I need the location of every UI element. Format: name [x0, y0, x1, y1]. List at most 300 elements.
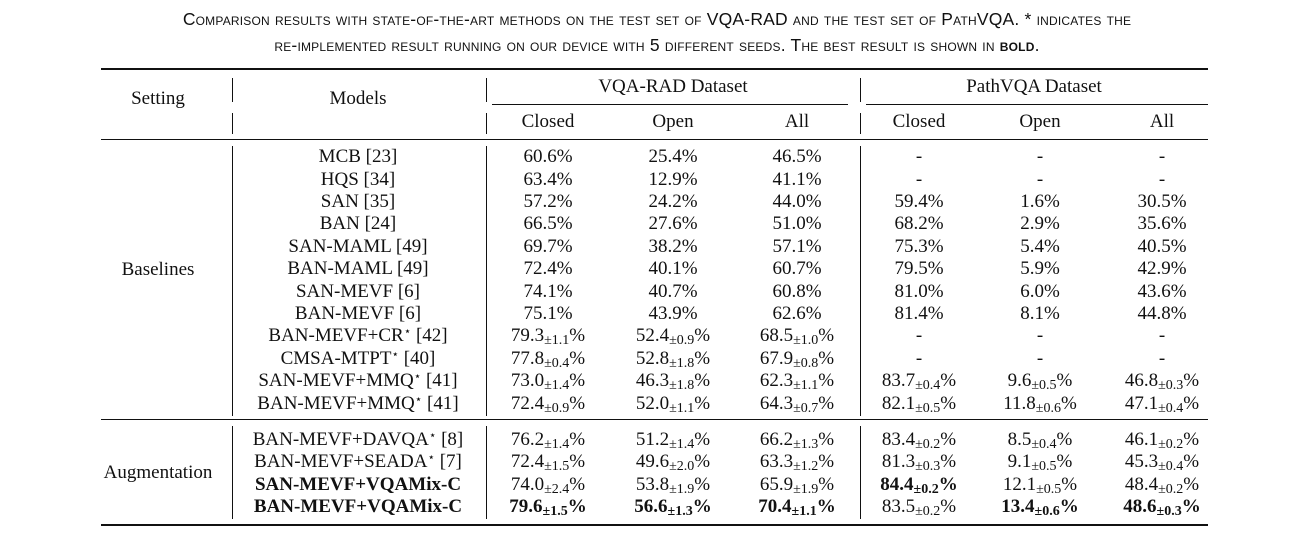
cell-unit: % — [818, 474, 835, 495]
table-cell — [1008, 451, 1073, 475]
table-cell — [1123, 496, 1200, 520]
cell-unit: % — [681, 191, 698, 212]
vline-setting-aug — [232, 426, 233, 519]
cell-value: 53.8 — [635, 474, 670, 495]
cell-std: ±0.2 — [1158, 482, 1184, 497]
table-cell — [1020, 258, 1060, 280]
cell-unit: % — [569, 325, 586, 346]
table-cell — [758, 496, 835, 520]
cell-value: 13.4 — [1001, 496, 1035, 517]
cell-std: ±1.8 — [669, 378, 695, 393]
table-cell — [1125, 474, 1199, 498]
cell-std: ±0.7 — [793, 401, 819, 416]
cell-value: 9.6 — [1007, 370, 1032, 391]
cell-value: 12.1 — [1002, 474, 1037, 495]
cell-value: 27.6 — [648, 213, 682, 234]
model-name — [287, 258, 428, 280]
table-cell — [648, 303, 697, 325]
cell-value: 66.2 — [759, 429, 794, 450]
cell-unit: % — [818, 325, 835, 346]
cell-std: ±0.9 — [669, 333, 695, 348]
cell-value: 63.3 — [759, 451, 794, 472]
cell-unit: % — [816, 496, 836, 517]
cell-unit: % — [1170, 258, 1187, 279]
cell-unit: % — [940, 393, 957, 414]
cell-value: 69.7 — [523, 236, 557, 257]
cell-std: ±0.3 — [1158, 378, 1184, 393]
cell-value: 83.4 — [881, 429, 916, 450]
cell-unit: % — [940, 370, 957, 391]
cell-unit: % — [1170, 303, 1187, 324]
table-cell — [648, 213, 697, 235]
cell-std: ±1.1 — [793, 378, 819, 393]
cell-value: - — [915, 325, 923, 346]
table-cell — [772, 303, 821, 325]
model-label: BAN-MEVF+MMQ — [257, 393, 415, 414]
cell-value: 79.6 — [509, 496, 543, 517]
top-rule — [101, 68, 1208, 70]
table-cell — [772, 191, 821, 213]
header-open: Open — [652, 111, 694, 132]
cell-std: ±1.3 — [667, 504, 693, 519]
cell-std: ±1.1 — [669, 401, 695, 416]
cell-std: ±0.4 — [1158, 401, 1184, 416]
cell-std: ±2.0 — [669, 459, 695, 474]
cell-std: ±2.4 — [544, 482, 570, 497]
cell-unit: % — [927, 281, 944, 302]
table-cell — [648, 169, 697, 191]
cell-std: ±0.5 — [1036, 482, 1062, 497]
cell-value: 40.5 — [1137, 236, 1171, 257]
cell-std: ±1.5 — [544, 459, 570, 474]
cell-std: ±0.2 — [915, 437, 941, 452]
reimplemented-star: ⋆ — [413, 369, 422, 383]
cell-value: 77.8 — [510, 348, 545, 369]
cell-std: ±0.3 — [1156, 504, 1182, 519]
cell-unit: % — [569, 451, 586, 472]
cell-value: 56.6 — [634, 496, 668, 517]
cell-std: ±1.4 — [544, 378, 570, 393]
cell-value: - — [915, 146, 923, 167]
table-cell — [760, 429, 834, 453]
cell-unit: % — [1183, 451, 1200, 472]
cell-unit: % — [818, 429, 835, 450]
cell-std: ±0.9 — [544, 401, 570, 416]
cell-unit: % — [694, 429, 711, 450]
model-label: BAN-MEVF+SEADA — [254, 451, 428, 472]
cell-unit: % — [938, 474, 958, 495]
cell-value: 9.1 — [1007, 451, 1032, 472]
cell-value: 67.9 — [759, 348, 794, 369]
table-cell — [1020, 303, 1060, 325]
table-cell — [1125, 451, 1199, 475]
header-pathvqa-dataset: PathVQA Dataset — [966, 76, 1102, 97]
table-cell — [760, 393, 834, 417]
cell-std: ±1.4 — [544, 437, 570, 452]
vline-models-aug — [486, 426, 487, 519]
table-cell — [511, 393, 585, 417]
cell-value: - — [1036, 348, 1044, 369]
cell-value: - — [915, 169, 923, 190]
table-cell — [760, 370, 834, 394]
cell-value: 60.8 — [772, 281, 806, 302]
cell-value: 46.1 — [1124, 429, 1159, 450]
reimplemented-star: ⋆ — [403, 324, 412, 338]
cell-std: ±1.4 — [669, 437, 695, 452]
table-cell — [1137, 236, 1186, 258]
header-all: All — [784, 111, 810, 132]
table-cell — [1159, 169, 1165, 191]
cell-unit: % — [818, 451, 835, 472]
cell-std: ±1.9 — [793, 482, 819, 497]
cell-value: 46.5 — [772, 146, 806, 167]
reimplemented-star: ⋆ — [427, 450, 435, 464]
cell-std: ±0.2 — [913, 482, 939, 497]
cell-value: 42.9 — [1137, 258, 1171, 279]
cell-std: ±0.6 — [1035, 401, 1061, 416]
cell-unit: % — [1170, 236, 1187, 257]
table-cell — [1020, 191, 1060, 213]
cell-unit: % — [940, 429, 957, 450]
vline-datasets-header2 — [860, 113, 861, 134]
table-cell — [916, 169, 922, 191]
cell-unit: % — [927, 258, 944, 279]
cell-std: ±1.0 — [793, 333, 819, 348]
table-cell — [772, 213, 821, 235]
table-cell — [636, 325, 710, 349]
cell-value: 83.5 — [881, 496, 916, 517]
table-cell — [648, 281, 697, 303]
cell-std: ±1.2 — [793, 459, 819, 474]
cell-value: 59.4 — [894, 191, 928, 212]
model-label: SAN-MAML [49] — [288, 236, 428, 257]
vline-datasets-aug — [860, 426, 861, 519]
cell-std: ±0.4 — [915, 378, 941, 393]
cell-value: 52.8 — [635, 348, 670, 369]
table-cell — [1137, 213, 1186, 235]
table-cell — [772, 236, 821, 258]
cell-value: 68.2 — [894, 213, 928, 234]
table-cell — [648, 146, 697, 168]
cell-unit: % — [681, 169, 698, 190]
vline-setting-body — [232, 146, 233, 416]
model-name — [258, 370, 457, 393]
model-label: SAN [35] — [320, 191, 396, 212]
cell-value: 81.0 — [894, 281, 928, 302]
cell-value: 73.0 — [510, 370, 545, 391]
cell-unit: % — [556, 146, 573, 167]
cell-value: 60.7 — [772, 258, 806, 279]
cell-value: 44.8 — [1137, 303, 1171, 324]
cell-value: 62.6 — [772, 303, 806, 324]
cell-unit: % — [818, 393, 835, 414]
table-cell — [916, 146, 922, 168]
cell-value: 44.0 — [772, 191, 806, 212]
cell-value: 1.6 — [1020, 191, 1044, 212]
pathvqa-cmidrule — [866, 104, 1208, 105]
table-cell — [523, 191, 572, 213]
table-caption — [0, 6, 1314, 58]
cell-std: ±0.8 — [793, 356, 819, 371]
cell-unit: % — [681, 146, 698, 167]
cell-value: 62.3 — [759, 370, 794, 391]
cell-value: 8.1 — [1020, 303, 1044, 324]
table-cell — [760, 348, 834, 372]
cell-unit: % — [927, 236, 944, 257]
table-cell — [1125, 370, 1199, 394]
cell-value: 43.9 — [648, 303, 682, 324]
cell-value: 81.3 — [881, 451, 916, 472]
cell-value: 35.6 — [1137, 213, 1171, 234]
cell-unit: % — [1043, 281, 1060, 302]
model-label: BAN-MEVF [6] — [294, 303, 422, 324]
table-cell — [636, 348, 710, 372]
vline-setting-header — [232, 78, 233, 102]
cell-value: 6.0 — [1020, 281, 1044, 302]
cell-unit: % — [556, 236, 573, 257]
model-ref: [40] — [398, 348, 436, 369]
cell-unit: % — [569, 393, 586, 414]
cell-unit: % — [569, 370, 586, 391]
table-cell — [509, 496, 586, 520]
cell-std: ±1.1 — [791, 504, 817, 519]
vline-models-header — [486, 78, 487, 102]
cell-unit: % — [1181, 496, 1201, 517]
reimplemented-star: ⋆ — [414, 392, 423, 406]
cell-value: 45.3 — [1124, 451, 1159, 472]
cell-unit: % — [694, 325, 711, 346]
table-cell — [1020, 281, 1060, 303]
cell-std: ±0.6 — [1034, 504, 1060, 519]
table-cell — [882, 393, 956, 417]
cell-unit: % — [569, 348, 586, 369]
cell-unit: % — [805, 281, 822, 302]
header-setting: Setting — [131, 88, 185, 109]
model-label: BAN-MEVF+VQAMix-C — [253, 496, 463, 517]
cell-value: 30.5 — [1137, 191, 1171, 212]
cell-std: ±1.1 — [544, 333, 570, 348]
vline-datasets-header — [860, 78, 861, 102]
group-label-augmentation: Augmentation — [103, 462, 213, 483]
cell-unit: % — [1059, 496, 1079, 517]
table-cell — [882, 451, 956, 475]
table-cell — [636, 451, 710, 475]
cell-unit: % — [1183, 393, 1200, 414]
table-cell — [880, 474, 957, 498]
table-cell — [511, 451, 585, 475]
cell-value: 52.4 — [635, 325, 670, 346]
cell-value: 43.6 — [1137, 281, 1171, 302]
table-cell — [894, 213, 943, 235]
cell-unit: % — [1056, 451, 1073, 472]
model-name — [296, 281, 420, 303]
cell-unit: % — [556, 258, 573, 279]
cell-unit: % — [805, 236, 822, 257]
cell-value: - — [1036, 325, 1044, 346]
cell-value: 41.1 — [772, 169, 806, 190]
cell-unit: % — [681, 213, 698, 234]
model-ref: [41] — [421, 370, 458, 391]
cell-value: 82.1 — [881, 393, 916, 414]
model-name — [281, 348, 436, 371]
cell-value: 48.4 — [1124, 474, 1159, 495]
cell-unit: % — [1043, 191, 1060, 212]
cell-unit: % — [805, 258, 822, 279]
model-label: CMSA-MTPT — [280, 348, 392, 369]
table-cell — [523, 236, 572, 258]
cell-unit: % — [681, 236, 698, 257]
table-cell — [511, 370, 585, 394]
table-cell — [1037, 325, 1043, 347]
model-label: BAN [24] — [319, 213, 397, 234]
group-rule — [101, 419, 1208, 420]
group-label-baselines: Baselines — [121, 259, 195, 280]
table-cell — [523, 303, 572, 325]
cell-unit: % — [1043, 258, 1060, 279]
table-cell — [760, 474, 834, 498]
cell-value: 64.3 — [759, 393, 794, 414]
cell-value: 8.5 — [1007, 429, 1032, 450]
vline-datasets-body — [860, 146, 861, 416]
table-cell — [772, 146, 821, 168]
cell-std: ±1.9 — [669, 482, 695, 497]
cell-unit: % — [940, 496, 957, 517]
model-name — [257, 393, 458, 416]
header-closed: Closed — [521, 111, 575, 132]
table-cell — [1003, 474, 1077, 498]
table-cell — [1020, 213, 1060, 235]
cell-value: 75.1 — [523, 303, 557, 324]
table-cell — [634, 496, 711, 520]
vline-setting-header2 — [232, 113, 233, 134]
cell-value: 72.4 — [523, 258, 557, 279]
cell-value: 68.5 — [759, 325, 794, 346]
cell-value: - — [1158, 348, 1166, 369]
model-name — [268, 325, 447, 348]
table-cell — [894, 281, 943, 303]
cell-value: 74.1 — [523, 281, 557, 302]
cell-value: 84.4 — [880, 474, 914, 495]
cell-value: 51.2 — [635, 429, 670, 450]
table-cell — [523, 281, 572, 303]
cell-unit: % — [556, 281, 573, 302]
cell-std: ±0.5 — [915, 401, 941, 416]
cell-value: 25.4 — [648, 146, 682, 167]
cell-value: 52.0 — [635, 393, 670, 414]
table-cell — [636, 370, 710, 394]
cell-value: 49.6 — [635, 451, 670, 472]
table-cell — [1001, 496, 1078, 520]
header-vqarad-dataset: VQA-RAD Dataset — [598, 76, 748, 97]
cell-std: ±0.5 — [1031, 378, 1057, 393]
cell-unit: % — [1170, 213, 1187, 234]
table-cell — [894, 258, 943, 280]
table-cell — [894, 303, 943, 325]
model-name — [255, 474, 461, 496]
cell-value: - — [1158, 169, 1166, 190]
cell-value: - — [1158, 146, 1166, 167]
cell-std: ±1.5 — [542, 504, 568, 519]
cell-unit: % — [1183, 370, 1200, 391]
cell-value: 12.9 — [648, 169, 682, 190]
cell-unit: % — [694, 393, 711, 414]
model-label: BAN-MAML [49] — [287, 258, 429, 279]
cell-value: 57.1 — [772, 236, 806, 257]
table-cell — [1159, 146, 1165, 168]
cell-value: 63.4 — [523, 169, 557, 190]
cell-unit: % — [556, 169, 573, 190]
table-cell — [772, 258, 821, 280]
cell-unit: % — [556, 191, 573, 212]
cell-value: 38.2 — [648, 236, 682, 257]
table-cell — [1159, 348, 1165, 370]
model-label: HQS [34] — [320, 169, 396, 190]
table-cell — [1008, 429, 1073, 453]
table-cell — [511, 429, 585, 453]
cell-value: - — [1036, 146, 1044, 167]
cell-value: 66.5 — [523, 213, 557, 234]
model-name — [321, 191, 395, 213]
model-name — [320, 213, 397, 235]
cell-std: ±0.4 — [1031, 437, 1057, 452]
table-cell — [1008, 370, 1073, 394]
caption-line-1: Comparison results with state-of-the-art methods on the test set of VQA-RAD and the test set of PathVQA. * indicates the — [182, 9, 1132, 29]
cell-unit: % — [805, 146, 822, 167]
cell-unit: % — [1170, 281, 1187, 302]
cell-unit: % — [1043, 236, 1060, 257]
header-closed: Closed — [892, 111, 946, 132]
cell-value: - — [915, 348, 923, 369]
cell-value: 57.2 — [523, 191, 557, 212]
cell-unit: % — [569, 474, 586, 495]
cell-unit: % — [694, 474, 711, 495]
cell-unit: % — [1043, 213, 1060, 234]
cell-value: 5.4 — [1020, 236, 1044, 257]
table-cell — [760, 325, 834, 349]
cell-value: 40.7 — [648, 281, 682, 302]
table-cell — [1137, 303, 1186, 325]
table-cell — [916, 325, 922, 347]
cell-value: 72.4 — [510, 451, 545, 472]
model-label: SAN-MEVF+VQAMix-C — [254, 474, 462, 495]
model-name — [288, 236, 427, 258]
table-cell — [1159, 325, 1165, 347]
table-cell — [772, 281, 821, 303]
cell-value: 47.1 — [1124, 393, 1159, 414]
cell-unit: % — [927, 191, 944, 212]
cell-unit: % — [805, 213, 822, 234]
cell-value: 60.6 — [523, 146, 557, 167]
cell-value: 51.0 — [772, 213, 806, 234]
table-cell — [894, 236, 943, 258]
table-cell — [523, 213, 572, 235]
cell-unit: % — [1056, 370, 1073, 391]
model-ref: [42] — [411, 325, 448, 346]
cell-unit: % — [1060, 393, 1077, 414]
table-cell — [648, 191, 697, 213]
table-cell — [882, 496, 956, 520]
header-models: Models — [329, 88, 387, 109]
cell-value: 11.8 — [1003, 393, 1036, 414]
cell-value: 75.3 — [894, 236, 928, 257]
model-name — [254, 496, 462, 518]
model-label: BAN-MEVF+CR — [268, 325, 404, 346]
vline-models-body — [486, 146, 487, 416]
cell-std: ±1.8 — [669, 356, 695, 371]
cell-unit: % — [694, 348, 711, 369]
table-cell — [511, 348, 585, 372]
reimplemented-star: ⋆ — [428, 428, 437, 442]
